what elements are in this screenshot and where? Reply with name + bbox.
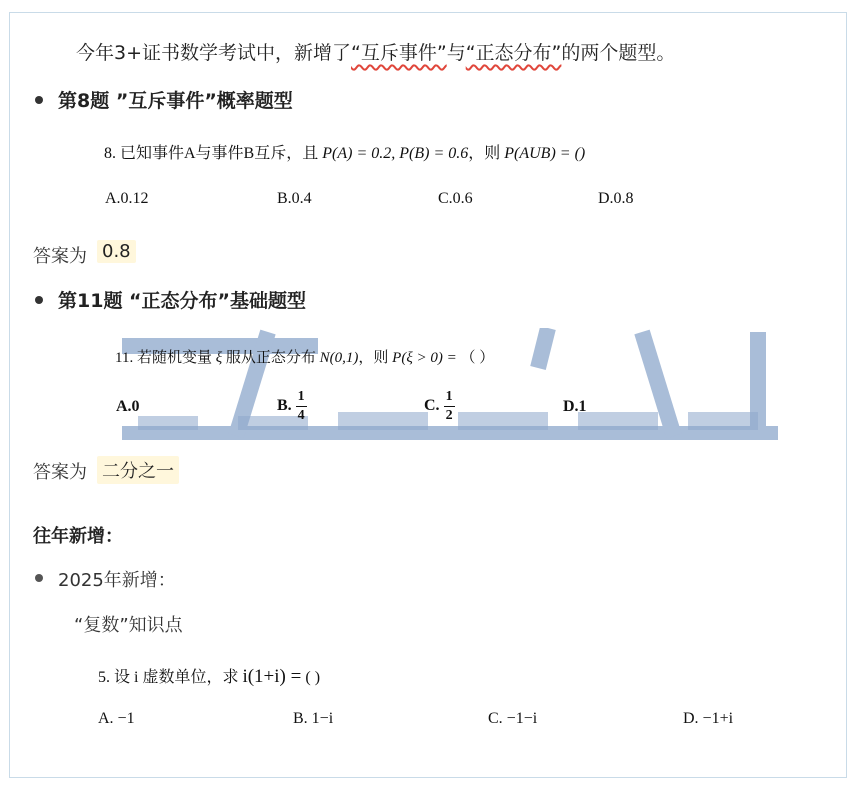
intro-text — [76, 38, 675, 65]
question-5-option-d: D. −1+i — [683, 710, 734, 727]
question-8-option-a: A.0.12 — [105, 190, 149, 207]
question-11-mid: 服从正态分布 — [222, 350, 320, 366]
bullet-dot — [35, 574, 43, 582]
question-8 — [104, 140, 585, 163]
past-item-2025: 2025年新增： — [58, 570, 176, 591]
question-8-option-c: C.0.6 — [438, 190, 473, 207]
intro-term-normal-distribution: “正态分布” — [465, 42, 562, 64]
question-8-math: P(A) = 0.2, P(B) = 0.6 — [322, 145, 469, 162]
option-c-prefix: C. — [424, 397, 440, 415]
answer-value: 二分之一 — [97, 456, 179, 484]
question-11-math: N(0,1) — [319, 350, 359, 366]
section1-heading: 第8题 ”互斥事件”概率题型 — [58, 90, 293, 112]
answer-value: 0.8 — [97, 240, 136, 263]
intro-term-mutual-exclusive: “互斥事件” — [351, 42, 447, 64]
question-8-mid: ，则 — [468, 145, 505, 162]
fraction-numerator: 1 — [444, 390, 455, 407]
fraction-one-quarter — [296, 390, 307, 423]
fraction-denominator: 2 — [445, 408, 453, 423]
bullet-dot — [35, 96, 43, 104]
question-11-option-d: D.1 — [563, 398, 587, 415]
question-11-option-c — [424, 390, 455, 423]
past-subtitle: “复数”知识点 — [74, 615, 183, 636]
question-8-math2: P(AUB) = () — [504, 145, 586, 162]
answer-label: 答案为 — [33, 462, 87, 483]
intro-mid: 与 — [446, 42, 466, 64]
question-11-xi: ξ — [215, 350, 223, 366]
question-5-prefix: 5. 设 i 虚数单位，求 — [98, 669, 243, 686]
bullet-dot — [35, 296, 43, 304]
question-11-prefix: 11. 若随机变量 — [115, 350, 216, 366]
past-heading: 往年新增： — [33, 526, 123, 547]
question-11-option-b — [277, 390, 307, 423]
section2-heading: 第11题 “正态分布”基础题型 — [58, 290, 307, 312]
question-8-option-b: B.0.4 — [277, 190, 312, 207]
question-5-math: i(1+i) = — [242, 666, 302, 687]
question-11-math2: P(ξ > 0) = — [392, 350, 457, 366]
question-11-suffix: （ ） — [456, 350, 495, 366]
question-5-suffix: ( ) — [301, 669, 321, 686]
watermark-logo — [118, 328, 782, 440]
question-11-mid2: ，则 — [358, 350, 393, 366]
question-5-option-a: A. −1 — [98, 710, 135, 727]
question-5-option-c: C. −1−i — [488, 710, 538, 727]
fraction-numerator: 1 — [296, 390, 307, 407]
intro-prefix: 今年3+证书数学考试中，新增了 — [76, 42, 352, 64]
question-8-prefix: 8. 已知事件A与事件B互斥，且 — [104, 145, 323, 162]
question-8-option-d: D.0.8 — [598, 190, 634, 207]
question-5-option-b: B. 1−i — [293, 710, 334, 727]
intro-suffix: 的两个题型。 — [561, 42, 676, 64]
fraction-denominator: 4 — [297, 408, 305, 423]
option-b-prefix: B. — [277, 397, 292, 415]
question-5 — [98, 664, 320, 688]
answer-label: 答案为 — [33, 246, 87, 267]
fraction-one-half — [444, 390, 455, 423]
question-11 — [115, 346, 494, 367]
question-11-option-a: A.0 — [116, 398, 140, 415]
